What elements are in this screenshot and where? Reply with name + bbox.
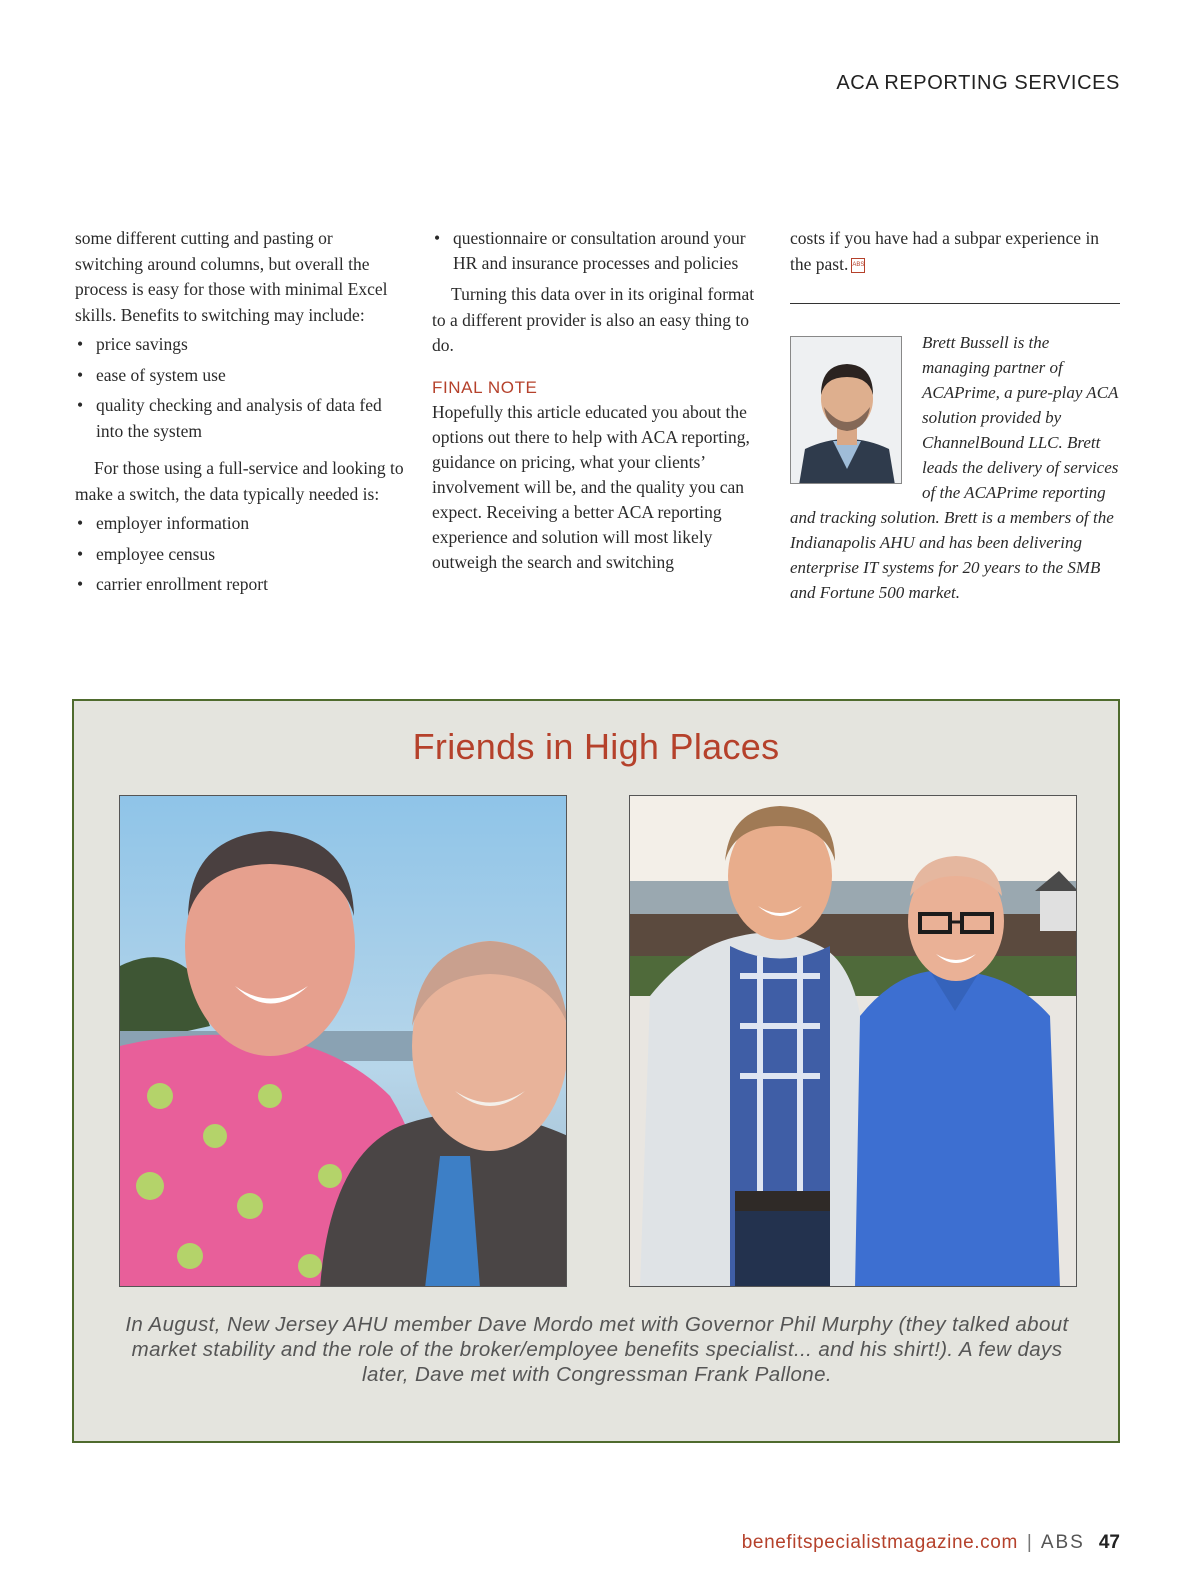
bio-text: Brett Bussell is the managing partner of ACAPrime, a pure-play ACA solution provided by ChannelBound LLC. Brett leads the delivery of services of the ACAPrime reporting and tracking solution. Brett is a members of the Indianapolis AHU and has been delivering enterprise IT systems for 20 years to the SMB and Fortune 500 market. (790, 333, 1119, 602)
sidebar-caption: In August, New Jersey AHU member Dave Mordo met with Governor Phil Murphy (they talked about market stability and the role of the broker/employee benefits specialist... and his shirt!). A few days later, Dave met with Congressman Frank Pallone. (125, 1313, 1069, 1386)
closing-text: costs if you have had a subpar experience in the past. (790, 228, 1100, 274)
page-footer (742, 1532, 1120, 1554)
photo-congressman-pallone (629, 795, 1077, 1287)
article-column-3 (790, 226, 1120, 605)
body-paragraph: some different cutting and pasting or switching around columns, but overall the process is easy for those with minimal Excel skills. Benefits to switching may include: (75, 228, 388, 325)
section-heading: FINAL NOTE (432, 377, 538, 397)
sidebar-title: Friends in High Places (412, 726, 780, 767)
list-item: • employee census (75, 542, 405, 568)
list-item: • carrier enrollment report (75, 572, 405, 598)
body-paragraph: Hopefully this article educated you about the options out there to help with ACA reporting, guidance on pricing, what your clients’ involvement will be, and the quality you can expect. Receiving a better ACA reporting experience and solution will most likely outweigh the search and switching (432, 402, 750, 572)
page-number: 47 (1098, 1532, 1120, 1553)
section-header: ACA REPORTING SERVICES (836, 72, 1120, 94)
author-headshot (790, 336, 902, 484)
body-paragraph: For those using a full-service and looking to make a switch, the data typically needed is: (75, 458, 404, 504)
article-column-2 (432, 226, 762, 575)
list-item: • questionnaire or consultation around your HR and insurance processes and policies (432, 226, 762, 276)
list-item: • ease of system use (75, 363, 405, 389)
article-column-1 (75, 226, 405, 604)
footer-website: benefitspecialistmagazine.com (741, 1532, 1018, 1553)
benefits-list (75, 332, 405, 444)
friends-sidebar-box (72, 699, 1120, 1443)
abs-end-mark-icon: ABS (851, 258, 865, 273)
list-item: • price savings (75, 332, 405, 358)
footer-publication: ABS (1040, 1532, 1085, 1553)
list-item: • employer information (75, 511, 405, 537)
body-paragraph (790, 226, 1120, 277)
body-paragraph: Turning this data over in its original format to a different provider is also an easy thing to do. (432, 284, 755, 355)
footer-separator: | (1026, 1532, 1032, 1553)
photo-governor-murphy (119, 795, 567, 1287)
process-list (432, 226, 762, 276)
author-bio (790, 330, 1120, 605)
divider (790, 303, 1120, 304)
data-needed-list (75, 511, 405, 598)
list-item: • quality checking and analysis of data fed into the system (75, 393, 405, 444)
